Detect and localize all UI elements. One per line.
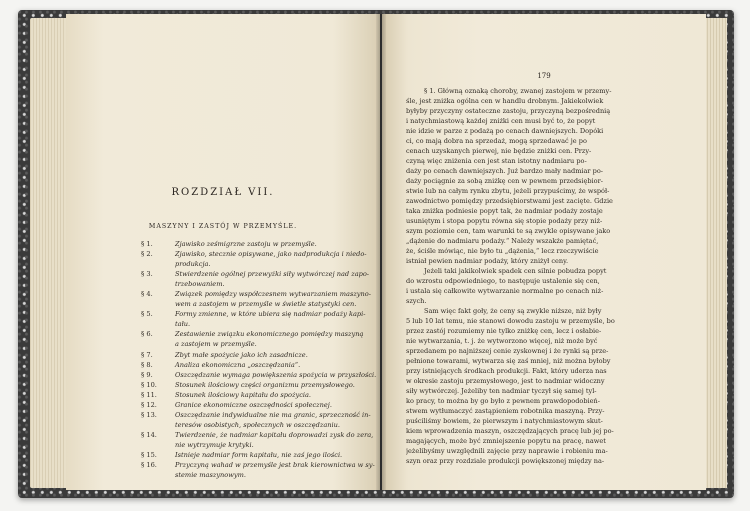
toc-item <box>141 309 380 319</box>
text-line: taka zniżka podniesie popyt tak, że nadmiar podaży zostaje <box>406 207 603 215</box>
toc-item-text: teresów osobistych, społecznych w oszczędzaniu. <box>175 420 340 429</box>
toc-item-text: trzebowaniem. <box>175 280 225 289</box>
toc-item-number <box>141 339 175 349</box>
text-line: przy istniejących środkach produkcji. Fakt, który uderza nas <box>406 367 607 375</box>
toc-item-text: Oszczędzanie wymaga powiększenia spożycia w przyszłości. <box>175 370 377 379</box>
toc-item <box>141 289 380 299</box>
text-line: usuniętym i stopa popytu równa się stopie podaży przy niż- <box>406 217 603 225</box>
text-line: kiem wprowadzenia maszyn, oszczędzających pracę lub jej po- <box>406 427 614 435</box>
text-line: istniał pewien nadmiar podaży, który zniżył ceny. <box>406 257 569 265</box>
text-line: § 1. Główną oznaką choroby, zwanej zastojem w przemy- <box>424 87 612 95</box>
toc-item-number <box>141 299 175 309</box>
toc-item-text: produkcja. <box>175 260 211 269</box>
toc-item <box>141 299 380 309</box>
text-line: pełnione towarami, wytwarza się zaś mniej, niż można byłoby <box>406 357 611 365</box>
toc-item-number: § 1. <box>141 240 153 248</box>
text-line: stwie lub na całym rynku zbytu, jeżeli przypuścimy, że współ- <box>406 187 610 195</box>
right-page <box>382 14 706 490</box>
toc-item-number: § 7. <box>141 350 153 359</box>
toc-item <box>141 329 380 339</box>
toc-item-number: § 16. <box>141 461 157 470</box>
text-line: sprzedanem po najniższej cenie zyskownej i że rynki są prze- <box>406 347 609 355</box>
text-line: szyn oraz przy rozdziale produkcji powiększonej między na- <box>406 457 605 465</box>
toc-item <box>141 390 380 400</box>
toc-item <box>141 410 380 420</box>
toc-item-number <box>141 420 175 430</box>
toc-item-number: § 10. <box>141 380 157 389</box>
page-edges-right <box>705 18 727 488</box>
text-line: śle, jest zniżka ogólna cen w handlu drobnym. Jakiekolwiek <box>406 97 604 105</box>
book-gutter <box>376 14 386 490</box>
toc-item <box>141 370 380 380</box>
toc-item-number: § 12. <box>141 400 157 409</box>
text-line: Sam więc fakt goły, że ceny są zwykle niższe, niż były <box>424 307 602 315</box>
toc-item-number <box>141 440 175 450</box>
toc-item <box>141 400 380 410</box>
text-line: nie wytwarzania, t. j. że wytworzono więcej, niż może być <box>406 337 598 345</box>
text-line: i ustala się całkowite wytwarzanie normalne po cenach niż- <box>406 287 604 295</box>
toc-item-number: § 11. <box>141 390 157 399</box>
toc-item-number <box>141 259 175 269</box>
chapter-subtitle: MASZYNY I ZASTÓJ W PRZEMYŚLE. <box>148 223 298 230</box>
toc-item-number: § 5. <box>141 310 153 319</box>
toc-item-number: § 4. <box>141 290 153 299</box>
toc-item-number: § 9. <box>141 370 153 379</box>
toc-item-number: § 2. <box>141 250 153 259</box>
text-line: 5 lub 10 lat temu, nie stanowi dowodu zastoju w przemyśle, bo <box>406 317 615 325</box>
toc-item-text: Przyczyną wahad w przemyśle jest brak kierownictwa w sy- <box>175 461 375 470</box>
toc-item-text: tału. <box>175 320 191 329</box>
toc-item-number: § 13. <box>141 410 157 419</box>
toc-item-text: Zbyt małe spożycie jako ich zasadnicze. <box>175 350 308 359</box>
chapter-contents-list <box>141 239 380 480</box>
toc-item-text: Oszczędzanie indywidualne nie ma granic, sprzeczność in- <box>175 410 371 419</box>
text-line: szym poziomie cen, tam warunki te są zwykle opisywane jako <box>406 227 611 235</box>
chapter-title: ROZDZIAŁ VII. <box>171 187 275 198</box>
text-line: nie idzie w parze z podażą po cenach dawniejszych. Dopóki <box>406 127 604 135</box>
text-line: „dążenie do nadmiaru podaży.“ Należy wszakże pamiętać, <box>406 237 599 245</box>
toc-item-text: a zastojem w przemyśle. <box>175 340 257 349</box>
toc-item-text: Formy zmienne, w które ubiera się nadmiar podaży kapi- <box>175 310 366 319</box>
body-text <box>406 86 674 466</box>
text-line: ko pracy, to można by go było z pewnem prawdopodobień- <box>406 397 600 405</box>
toc-item-number <box>141 319 175 329</box>
text-line: byłyby przyczyny ostateczne zastoju, przyczyną bezpośrednią <box>406 107 611 115</box>
toc-item-number: § 3. <box>141 270 153 279</box>
toc-item-number: § 14. <box>141 430 157 439</box>
toc-item <box>141 430 380 440</box>
toc-item <box>141 440 380 450</box>
text-line: w okresie zastoju przemysłowego, jest to nadmiar widoczny <box>406 377 605 385</box>
toc-item-text: Stosunek ilościowy kapitału do spożycia. <box>175 390 312 399</box>
toc-item <box>141 470 380 480</box>
toc-item <box>141 360 380 370</box>
toc-item-number: § 6. <box>141 330 153 339</box>
toc-item <box>141 420 380 430</box>
toc-item-text: wem a zastojem w przemyśle w świetle statystyki cen. <box>175 300 357 309</box>
text-line: przez zastój rozumiemy nie tylko zniżkę cen, lecz i osłabie- <box>406 327 602 335</box>
toc-item-text: Stwierdzenie ogólnej przewyżki siły wytwórczej nad zapo- <box>175 270 370 279</box>
text-line: daży po cenach dawniejszych. Już bardzo mały nadmiar po- <box>406 167 603 175</box>
toc-item-text: nie wytrzymuje krytyki. <box>175 440 254 449</box>
toc-item <box>141 279 380 289</box>
toc-item <box>141 269 380 279</box>
toc-item <box>141 259 380 269</box>
toc-item-text: stemie maszynowym. <box>175 471 246 480</box>
text-line: stwem wytłumaczyć zastąpieniem robotnika maszyną. Przy- <box>406 407 605 415</box>
page-number: 179 <box>537 72 551 80</box>
toc-item-text: Granice ekonomiczne oszczędności społecznej. <box>175 400 332 409</box>
toc-item-text: Analiza ekonomiczna „oszczędzania“. <box>175 360 301 369</box>
toc-item-text: Zjawisko, stecznie opisywane, jako nadprodukcja i niedo- <box>175 250 367 259</box>
toc-item-number: § 8. <box>141 360 153 369</box>
toc-item-text: Stosunek ilościowy części organizmu przemysłowego. <box>175 380 355 389</box>
text-line: Jeżeli taki jakikolwiek spadek cen silnie pobudza popyt <box>424 267 607 275</box>
text-line: magających, może być zmniejszenie popytu na pracę, nawet <box>406 437 606 445</box>
text-line: cenach uzyskanych pierwej, nie będzie zniżki cen. Przy- <box>406 147 592 155</box>
toc-item <box>141 380 380 390</box>
toc-item <box>141 460 380 470</box>
toc-item <box>141 339 380 349</box>
text-line: jeżelibyśmy uwzględnili zajęcie przy naprawie i robieniu ma- <box>406 447 608 455</box>
text-line: zawodnictwo pomiędzy przedsiębiorstwami jest zacięte. Gdzie <box>406 197 613 205</box>
text-line: ci, co mają dobra na sprzedaż, mogą sprzedawać je po <box>406 137 587 145</box>
toc-item-text: Związek pomiędzy współczesnem wytwarzaniem maszyno- <box>175 290 371 299</box>
text-line: czyną więc zniżenia cen jest stan istotny nadmiaru po- <box>406 157 587 165</box>
text-line: szych. <box>406 297 427 305</box>
toc-item-text: Twierdzenie, że nadmiar kapitału doprowadzi zysk do zera, <box>175 430 374 439</box>
text-line: puściliśmy bowiem, że pierwszym i natychmiastowym skut- <box>406 417 603 425</box>
toc-item <box>141 450 380 460</box>
text-line: że, ściśle mówiąc, nie było tu „dążenia,“ lecz rzeczywiście <box>406 247 599 255</box>
text-line: daży pociągnie za sobą zniżkę cen w pewnem przedsiębior- <box>406 177 603 185</box>
toc-item <box>141 350 380 360</box>
text-line: siły wytwórczej. Jeżeliby ten nadmiar tyczył się samej tyl- <box>406 387 597 395</box>
page-edges-left <box>30 18 68 488</box>
text-line: i natychmiastową każdej zniżki cen musi być to, że popyt <box>406 117 596 125</box>
left-page <box>66 14 380 490</box>
toc-item <box>141 319 380 329</box>
toc-item <box>141 239 380 249</box>
toc-item-number <box>141 470 175 480</box>
toc-item-number <box>141 279 175 289</box>
toc-item-number: § 15. <box>141 450 157 459</box>
text-line: do wzrostu odpowiedniego, to następuje ustalenie się cen, <box>406 277 600 285</box>
toc-item-text: Istnieje nadmiar form kapitału, nie zaś jego ilości. <box>175 450 343 459</box>
toc-item-text: Zjawisko ześmigrzne zastoju w przemyśle. <box>175 240 317 248</box>
toc-item <box>141 249 380 259</box>
toc-item-text: Zestawienie związku ekonomicznego pomiędzy maszyną <box>175 330 364 339</box>
